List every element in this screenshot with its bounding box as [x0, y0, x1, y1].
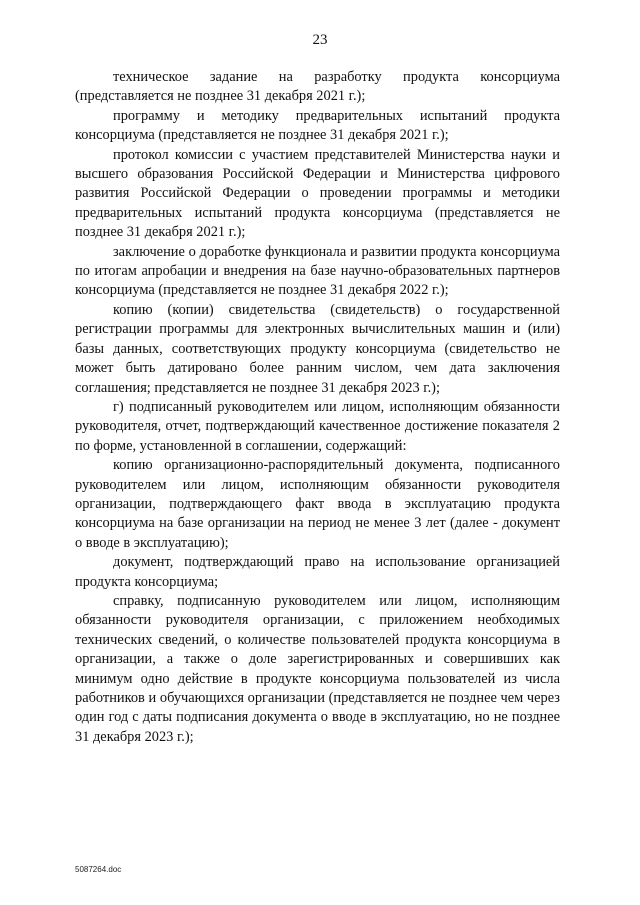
- paragraph-commissioning-order: копию организационно-распорядительный документа, подписанного руководителем или лицом, исполняющим обязанности руководителя организации, подтверждающего факт ввода в эксплуатацию продукта консорциума на базе организации на период не менее 3 лет (далее - документ о вводе в эксплуатацию);: [75, 457, 560, 551]
- paragraph-commission-protocol: протокол комиссии с участием представителей Министерства науки и высшего образования Российской Федерации и Министерства цифрового развития Российской Федерации о проведении программы и методики предварительных испытаний продукта консорциума (представляется не позднее 31 декабря 2021 г.);: [75, 146, 560, 241]
- paragraph-refinement-conclusion: заключение о доработке функционала и развитии продукта консорциума по итогам апробации и внедрения на базе научно-образовательных партнеров консорциума (представляется не позднее 31 декабря 2022 г.);: [75, 243, 560, 299]
- paragraph-test-program: программу и методику предварительных испытаний продукта консорциума (представляется не позднее 31 декабря 2021 г.);: [75, 107, 560, 144]
- footer-filename: 5087264.doc: [75, 865, 122, 874]
- paragraph-users-certificate: справку, подписанную руководителем или лицом, исполняющим обязанности руководителя организации, с приложением необходимых технических сведений, о количестве пользователей продукта консорциума в организации, а также о доле зарегистрированных и совершивших как минимум одно действие в продукте консорциума пользователей из числа работников и обучающихся организации (представляется не позднее чем через один год с даты подписания документа о вводе в эксплуатацию, но не позднее 31 декабря 2023 г.);: [75, 592, 560, 745]
- page-number: 23: [312, 32, 328, 48]
- paragraph-usage-right-document: документ, подтверждающий право на использование организацией продукта консорциума;: [75, 554, 560, 590]
- paragraph-item-g-report: г) подписанный руководителем или лицом, исполняющим обязанности руководителя, отчет, подтверждающий качественное достижение показателя 2 по форме, установленной в соглашении, содержащий:: [75, 398, 560, 454]
- paragraph-registration-certificate: копию (копии) свидетельства (свидетельств) о государственной регистрации программы для электронных вычислительных машин и (или) базы данных, соответствующих продукту консорциума (свидетельство не может быть датировано более ранним числом, чем дата заключения соглашения; представляется не позднее 31 декабря 2023 г.);: [75, 301, 560, 396]
- body-text: [75, 68, 560, 747]
- paragraph-technical-task: техническое задание на разработку продукта консорциума (представляется не позднее 31 декабря 2021 г.);: [75, 69, 560, 105]
